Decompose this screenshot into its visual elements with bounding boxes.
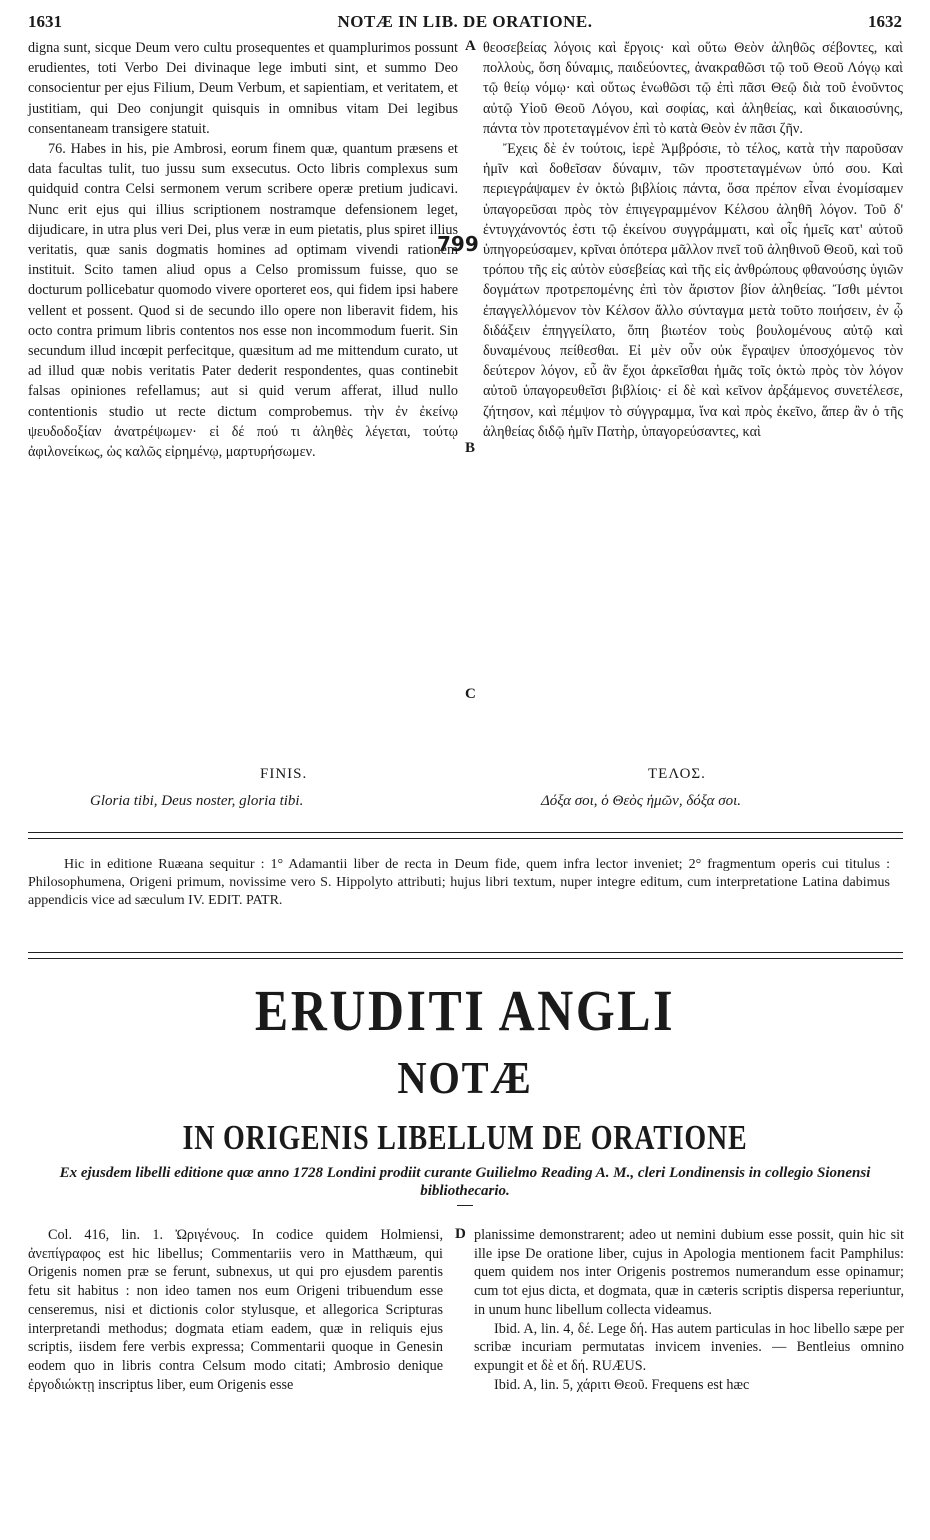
- finis-block: [28, 766, 903, 826]
- title-line-1: ERUDITI ANGLI: [254, 978, 676, 1043]
- latin-text-column: [28, 38, 458, 462]
- footnote-text: Hic in editione Ruæana sequitur : 1° Adamantii liber de recta in Deum fide, quem infra lector inveniet; 2° fragmentum operis cui titulus : Philosophumena, Origeni primum, novissime vero S. Hippolyto attributi; hujus libri textum, nuper integre editum, cum interpretatione Latina dabimus appendicis vice ad sæculum IV. EDIT. PATR.: [28, 857, 890, 908]
- latin-paragraph-2: 76. Habes in his, pie Ambrosi, eorum finem quæ, quantum præsens et data facultas tulit, tuo jussu sum exsecutus. Octo libris complexus sum quidquid contra Celsi sermonem verum scribere operæ pretium judicavi. Nunc erit ejus qui illius scriptionem nostramque defensionem leget, dijudicare, in utra plus veri Dei, plus veræ in eum pietatis, plus spiret illius veritatis, quæ sanis dogmatis homines ad optimam vivendi rationem instituit. Scito tamen aliud opus a Celso promissum fuisse, quo se docturum pollicebatur quomodo vivere oporteret eos, qui fidem ipsi habere vellent et possent. Quod si de secundo illo opere non liberavit fidem, his octo contra primum libris contentos nos esse non incommodum fuerit. Sin secundum illud incœpit perfecitque, quæsitum ad me mittendum curato, ut ad illud quæ nobis veritatis Pater dederit respondentes, quas continebit falsas opiniones refellamus; aut si quid verum afferat, illud nullo contentionis studio ut recte dictum comprobemus. τὴν ἐν ἐκείνῳ ψευδοδοξίαν ἀνατρέψωμεν· εἰ δέ πού τι ἀληθὲς λέγεται, τούτῳ ἀφιλονείκως, ὡς καλῶς εἰρημένῳ, μαρτυρήσωμεν.: [28, 141, 458, 461]
- doxology-latin: Gloria tibi, Deus noster, gloria tibi.: [90, 793, 304, 809]
- title-dash: [457, 1205, 473, 1206]
- title-line-3: IN ORIGENIS LIBELLUM DE ORATIONE: [182, 1118, 748, 1157]
- finis-greek: ΤΕΛΟΣ.: [648, 766, 706, 782]
- note-ibid-a-4: Ibid. A, lin. 4, δέ. Lege δή. Has autem particulas in hoc libello sæpe per scribæ incuriam permutatas invicem invenies. — Bentleius omnino expungit et δὲ et δή. RUÆUS.: [474, 1320, 904, 1374]
- running-title: NOTÆ IN LIB. DE ORATIONE.: [337, 12, 593, 31]
- note-ibid-a-5: Ibid. A, lin. 5, χάριτι Θεοῦ. Frequens est hæc: [494, 1376, 750, 1393]
- doxology-greek: Δόξα σοι, ὁ Θεὸς ἡμῶν, δόξα σοι.: [541, 793, 742, 809]
- greek-paragraph-2: Ἔχεις δὲ ἐν τούτοις, ἱερὲ Ἀμβρόσιε, τὸ τέλος, κατὰ τὴν παροῦσαν ἡμῖν καὶ δοθεῖσαν δύναμιν, τῶν προστεταγμένων ὑπό σου. Καὶ περιεγράψαμεν ἐν ὀκτὼ βιβλίοις πάντα, ὅσα πρέπον εἶναι ἐνομίσαμεν ὑπαγορεῦσαι πρὸς τὸν ἐπιγεγραμμένον Κέλσου ἀληθῆ λόγον. Τοῦ δ' ἐντυγχάνοντός ἐστι τῷ ἐκείνου συγγράμματι, καὶ οἷς ἡμεῖς κατ' αὐτοῦ ὑπηγορεύσαμεν, κρῖναι ὁπότερα μᾶλλον πνεῖ τοῦ ἀληθινοῦ Θεοῦ, καὶ τοῦ τρόπου τῆς εἰς αὐτὸν εὐσεβείας καὶ τῆς εἰς ἀνθρώπους φθανούσης ὑγιῶν δογμάτων προτρεπομένης ἐπὶ τὸν ἄριστον βίον ἀληθείας. Ἴσθι μέντοι ἐπαγγελλόμενον τὸν Κέλσον ἄλλο σύνταγμα μετὰ τοῦτο ποιήσειν, ἐν ᾧ διδάξειν ἐπηγγείλατο, ὅπη βιωτέον τοὺς βουλομένους αὐτῷ καὶ δυναμένους πείθεσθαι. Εἰ μὲν οὖν οὐκ ἔγραψεν ὑποσχόμενος τὸν δεύτερον λόγον, εὖ ἂν ἔχοι ἀρκεῖσθαι ἡμᾶς τοῖς ὀκτὼ πρὸς τὸν λόγον αὐτοῦ ὑπαγορευθεῖσι βιβλίοις· εἰ δὲ καὶ κεῖνον ἀρξάμενος συνετέλεσε, ζήτησον, καὶ πέμψον τὸ σύγγραμμα, ἵνα καὶ πρὸς ἐκεῖνο, ἅπερ ἂν ὁ τῆς ἀληθείας διδῷ ἡμῖν Πατὴρ, ὑπαγορεύσαντες, καὶ: [483, 141, 903, 440]
- greek-text-column: [483, 38, 903, 442]
- margin-marker-a: A: [465, 38, 476, 54]
- finis-latin: FINIS.: [260, 766, 308, 782]
- left-page-number: 1631: [28, 12, 62, 31]
- latin-paragraph-1: digna sunt, sicque Deum vero cultu prosequentes et quamplurimos possunt erudientes, toti Verbo Dei divinaque lege imbuti sint, et summo Deo consocientur per ejus Filium, Deum Verbum, et sapientiam, et veritatem, et justitiam, qui Deo conjungit quisquis in omnibus vitam Dei legibus consentaneam transigere statuit.: [28, 40, 458, 137]
- margin-marker-b: B: [465, 440, 476, 456]
- margin-marker-c: C: [465, 686, 476, 702]
- editorial-footnote: [28, 856, 890, 910]
- greek-paragraph-1: θεοσεβείας λόγοις καὶ ἔργοις· καὶ οὕτω Θεὸν ἀληθῶς σέβοντες, καὶ πολλοὺς, ὅση δύναμις, παιδεύοντες, ἀνακραθῶσι τῷ τοῦ Θεοῦ Λόγῳ καὶ τῷ θείῳ νόμῳ· καὶ οὕτως ἑνωθῶσι τῷ ἐπὶ πᾶσι Θεῷ διὰ τοῦ ἑνοῦντος αὐτῷ Υἱοῦ Θεοῦ Λόγου, καὶ σοφίας, καὶ ἀληθείας, καὶ δικαιοσύνης, πάντα τὸν προτεταγμένον ἐπὶ τὸ κατὰ Θεὸν ἐν πᾶσι ζῆν.: [483, 40, 903, 137]
- title-subtitle: Ex ejusdem libelli editione quæ anno 1728 Londini prodiit curante Guilielmo Reading A. M., cleri Londinensis in collegio Sionensi bibliothecario.: [59, 1165, 871, 1199]
- divider-rule-2: [28, 952, 903, 959]
- page-reference-799: 799: [437, 232, 479, 256]
- right-page-number: 1632: [868, 12, 902, 31]
- note-col-416: Col. 416, lin. 1. Ὠριγένους. In codice quidem Holmiensi, ἀνεπίγραφος est hic libellus; Commentariis vero in Matthæum, qui Origenis nomen præ se ferunt, subnexus, ut qui pro ejusdem parentis fetu sit habitus : non ideo tamen nos eum Origeni tribuendum esse censeremus, nisi et dictionis color stylusque, et allegorica Scripturas interpretandi methodus; dogmata etiam eadem, quæ in reliquis ejus scriptis, iisdem fere verbis expressa; Commentarii quoque in Genesin eodem quo in libris contra Celsum modo citati; Ambrosio denique ἐργοδιώκτῃ inscriptus liber, eum Origenis esse: [28, 1227, 443, 1393]
- margin-marker-d: D: [455, 1226, 466, 1242]
- title-line-2: NOTÆ: [397, 1052, 533, 1103]
- note-continuation: planissime demonstrarent; adeo ut nemini dubium esse possit, quin hic sit ille ipse De oratione liber, cujus in Apologia mentionem facit Pamphilus: quem quidem nos inter Origenis postremos numerandum esse opinamur; cum tot ejus dicta, et dogmata, quæ in cæteris scriptis dispersa reperiuntur, in unum hunc libellum collecta videamus.: [474, 1227, 904, 1318]
- divider-rule-1: [28, 832, 903, 839]
- notes-right-column: [474, 1226, 904, 1394]
- running-head: [28, 8, 902, 34]
- notes-left-column: [28, 1226, 443, 1394]
